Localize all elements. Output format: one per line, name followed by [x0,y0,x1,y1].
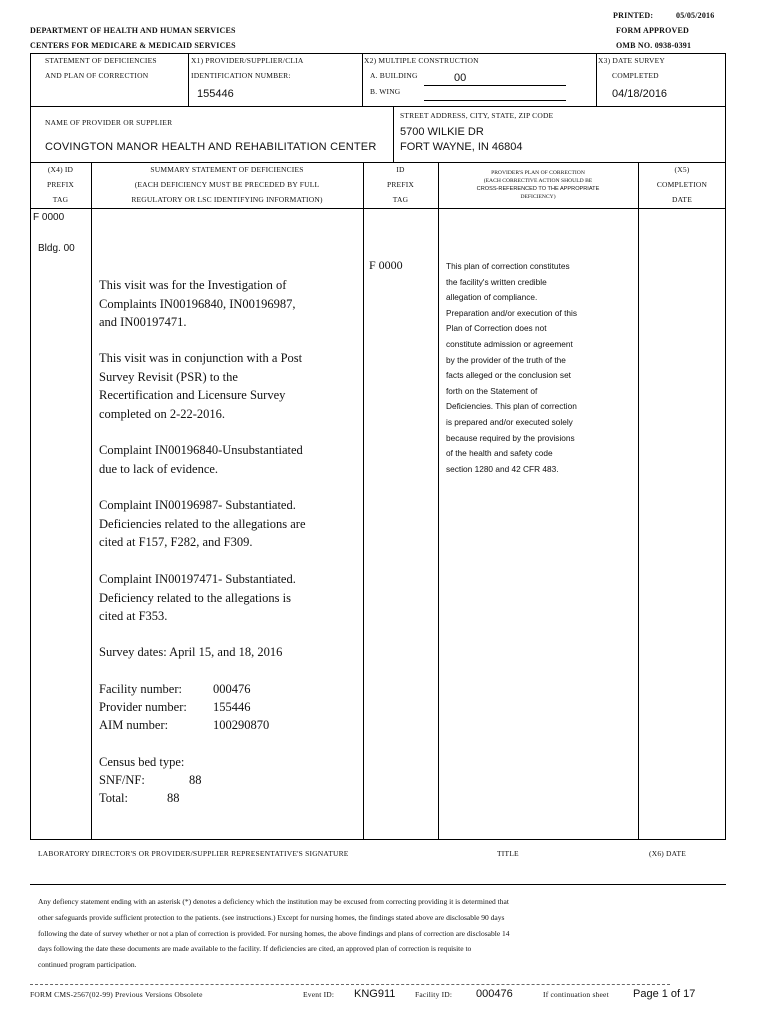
summary-header-1: SUMMARY STATEMENT OF DEFICIENCIES [150,165,304,174]
footer-divider [30,984,670,985]
signature-divider [30,884,726,885]
event-id-value: KNG911 [354,988,396,1000]
date-survey-value: 04/18/2016 [612,88,668,100]
plan-header-4: DEFICIENCY) [520,194,556,200]
disclaimer-line-1: Any defiency statement ending with an asterisk (*) denotes a deficiency which the institution may be excused from correcting providing it is determined that [38,897,509,906]
disclaimer-line-4: days following the date these documents are made available to the facility. If deficiencies are cited, an approved plan of correction is requisite to [38,944,472,953]
disclaimer-line-3: following the date of survey whether or not a plan of correction is provided. For nursing homes, the above findings and plans of correction are disclosable 14 [38,929,510,938]
facility-number-value: 000476 [213,682,251,696]
total-value: 88 [167,791,180,805]
left-tag: F 0000 [33,212,65,223]
address-line-2: FORT WAYNE, IN 46804 [400,141,523,153]
x4-header-1: (X4) ID [47,165,74,174]
divider [596,53,597,107]
provider-box [30,107,726,163]
wing-underline [424,100,566,101]
form-approved: FORM APPROVED [616,26,690,35]
building-underline [424,85,566,86]
x3-label-2: COMPLETED [612,71,659,80]
summary-header-3: REGULATORY OR LSC IDENTIFYING INFORMATION) [131,195,323,204]
x5-header-2: COMPLETION [656,180,708,189]
building-value: 00 [454,72,467,84]
provider-number-value: 155446 [213,700,251,714]
snf-label: SNF/NF: [99,773,145,787]
column-divider [438,163,439,840]
form-number: FORM CMS-2567(02-99) Previous Versions Obsolete [30,990,203,999]
paragraph-complaint-3: Complaint IN00197471- Substantiated. Deficiency related to the allegations is cited at F353. [99,572,296,623]
paragraph-complaint-2: Complaint IN00196987- Substantiated. Deficiencies related to the allegations are cited at F157, F282, and F309. [99,498,306,549]
facility-number-label: Facility number: [99,682,182,696]
x3-label-1: X3) DATE SURVEY [598,56,665,65]
paragraph-psr: This visit was in conjunction with a Post Survey Revisit (PSR) to the Recertification and Licensure Survey completed on 2-22-2016. [99,351,303,421]
department-title: DEPARTMENT OF HEALTH AND HUMAN SERVICES [30,26,236,35]
building-tag: Bldg. 00 [38,243,75,254]
id-header-3: TAG [392,195,409,204]
building-label: A. BUILDING [370,71,418,80]
provider-name-label: NAME OF PROVIDER OR SUPPLIER [45,118,173,127]
column-divider [91,163,92,840]
provider-name-value: COVINGTON MANOR HEALTH AND REHABILITATION CENTER [45,141,377,153]
plan-header-3: CROSS-REFERENCED TO THE APPROPRIATE [476,186,600,192]
right-tag: F 0000 [369,258,403,272]
x4-header-2: PREFIX [46,180,75,189]
column-divider [638,163,639,840]
centers-title: CENTERS FOR MEDICARE & MEDICAID SERVICES [30,41,236,50]
x2-label: X2) MULTIPLE CONSTRUCTION [364,56,479,65]
paragraph-investigation: This visit was for the Investigation of Complaints IN00196840, IN00196987, and IN00197471. [99,278,296,329]
date-label: (X6) DATE [649,849,687,858]
plan-of-correction-text: This plan of correction constitutes the facility's written credible allegation of compliance. Preparation and/or execution of this Plan of Correction does not constitute admission or agreement by the provider of the truth of the facts alleged or the conclusion set forth on the Statement of Deficiencies. This plan of correction is prepared and/or executed solely because required by the provisions of the health and safety code section 1280 and 42 CFR 483. [446,261,577,474]
facility-id-label: Facility ID: [415,990,453,999]
id-header-1: ID [396,165,405,174]
divider [188,53,189,107]
facility-id-value: 000476 [476,988,513,1000]
x1-label-1: X1) PROVIDER/SUPPLIER/CLIA [191,56,304,65]
disclaimer-line-2: other safeguards provide sufficient protection to the patients. (see instructions.) Except for nursing homes, the findings stated above are disclosable 90 days [38,913,505,922]
paragraph-complaint-1: Complaint IN00196840-Unsubstantiated due to lack of evidence. [99,443,303,476]
divider [362,53,363,107]
x1-label-2: IDENTIFICATION NUMBER: [191,71,291,80]
statement-label-1: STATEMENT OF DEFICIENCIES [45,56,157,65]
page-number: Page 1 of 17 [633,988,696,1000]
address-label: STREET ADDRESS, CITY, STATE, ZIP CODE [400,111,554,120]
plan-header-1: PROVIDER'S PLAN OF CORRECTION [491,170,585,176]
aim-number-value: 100290870 [213,718,270,732]
total-label: Total: [99,791,128,805]
summary-header-2: (EACH DEFICIENCY MUST BE PRECEDED BY FULL [134,180,320,189]
disclaimer-line-5: continued program participation. [38,960,137,969]
plan-header-2: (EACH CORRECTIVE ACTION SHOULD BE [483,178,593,184]
title-label: TITLE [497,849,519,858]
x4-header-3: TAG [52,195,69,204]
wing-label: B. WING [370,87,401,96]
event-id-label: Event ID: [303,990,335,999]
omb-number: OMB NO. 0938-0391 [616,41,692,50]
snf-value: 88 [189,773,202,787]
director-signature-label: LABORATORY DIRECTOR'S OR PROVIDER/SUPPLIER REPRESENTATIVE'S SIGNATURE [38,849,349,858]
divider [393,107,394,163]
table-header-divider [30,208,726,209]
address-line-1: 5700 WILKIE DR [400,126,484,138]
survey-dates: Survey dates: April 15, and 18, 2016 [99,645,283,659]
x5-header-1: (X5) [674,165,690,174]
statement-label-2: AND PLAN OF CORRECTION [45,71,149,80]
id-header-2: PREFIX [386,180,415,189]
aim-number-label: AIM number: [99,718,169,732]
printed-label: PRINTED: [613,11,654,20]
x5-header-3: DATE [672,195,692,204]
column-divider [363,163,364,840]
printed-date: 05/05/2016 [676,11,715,20]
census-label: Census bed type: [99,755,185,769]
continuation-label: If continuation sheet [543,990,609,999]
provider-number-label: Provider number: [99,700,187,714]
provider-id-value: 155446 [197,88,234,100]
